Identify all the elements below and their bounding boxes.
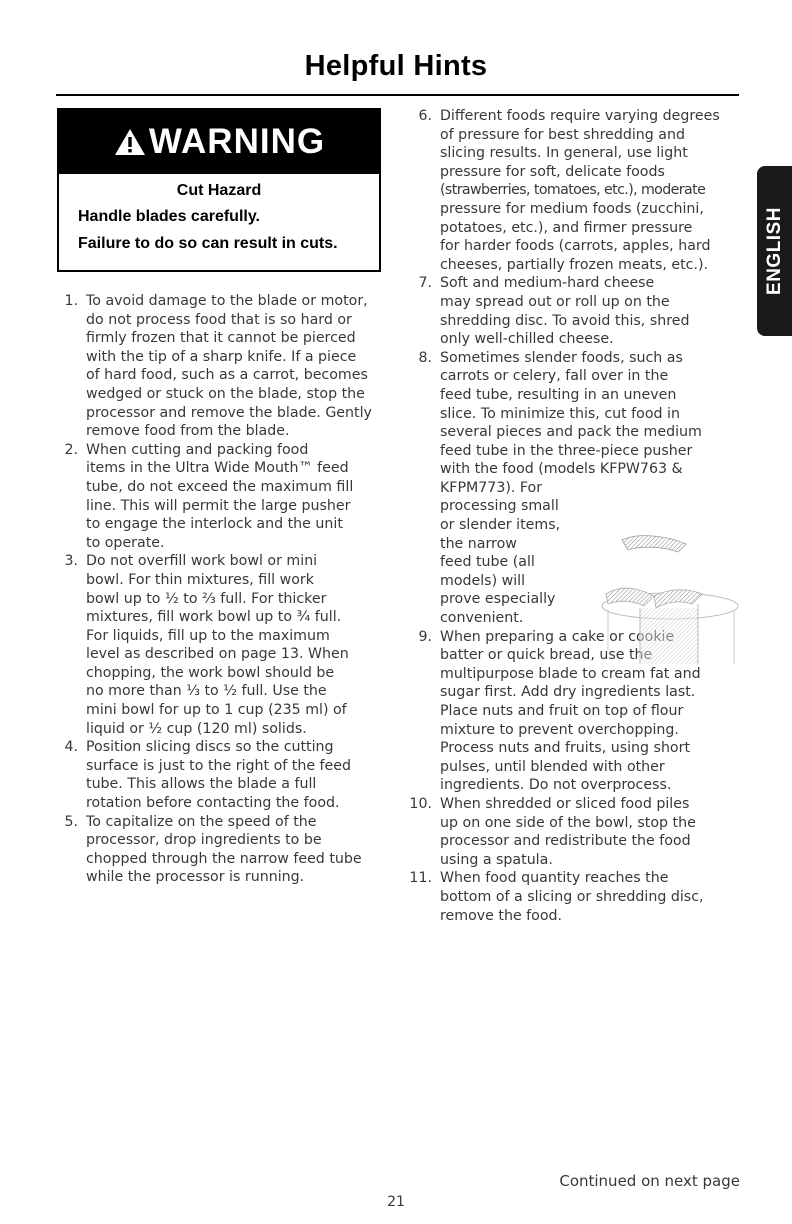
hint-item-1 — [56, 292, 386, 441]
warning-header — [59, 110, 379, 174]
hint-line: level as described on page 13. When — [86, 646, 349, 663]
hint-line: shredding disc. To avoid this, shred — [440, 312, 690, 329]
hint-line: To avoid damage to the blade or motor, — [86, 293, 368, 309]
hint-line: carrots or celery, fall over in the — [440, 368, 669, 385]
hint-line: When preparing a cake or cookie — [440, 628, 675, 645]
hint-line: potatoes, etc.), and firmer pressure — [440, 219, 693, 236]
hint-number: 1. — [64, 293, 78, 309]
hint-line: slicing results. In general, use light — [440, 145, 688, 162]
hint-item-7 — [410, 274, 740, 348]
hint-line: pressure for medium foods (zucchini, — [440, 200, 704, 217]
hint-number: 5. — [64, 813, 78, 830]
hints-column-left — [56, 292, 386, 887]
hint-line: of hard food, such as a carrot, becomes — [86, 367, 368, 384]
hint-line: the narrow — [440, 535, 517, 552]
hint-line: (strawberries, tomatoes, etc.), moderate — [440, 182, 706, 199]
feed-tube-illustration — [598, 530, 740, 664]
hint-line: while the processor is running. — [86, 869, 305, 886]
hint-line: chopped through the narrow feed tube — [86, 850, 362, 867]
page-title: Helpful Hints — [304, 50, 488, 82]
hint-line: with the food (models KFPW763 & — [440, 461, 683, 478]
hint-line: Different foods require varying degrees — [440, 108, 720, 124]
hint-line: cheeses, partially frozen meats, etc.). — [440, 256, 709, 273]
warning-triangle-icon — [113, 127, 147, 157]
hint-line: Sometimes slender foods, such as — [440, 349, 683, 366]
hint-line: To capitalize on the speed of the — [86, 813, 317, 830]
hint-line: sugar first. Add dry ingredients last. — [440, 684, 696, 701]
warning-instruction: Handle blades carefully. — [78, 208, 260, 225]
hint-line: tube. This allows the blade a full — [86, 776, 317, 793]
hint-line: When shredded or sliced food piles — [440, 795, 690, 812]
hint-line: items in the Ultra Wide Mouth™ feed — [86, 460, 349, 477]
hint-line: remove the food. — [440, 907, 563, 924]
hint-item-4 — [56, 738, 386, 812]
hint-number: 2. — [64, 441, 78, 458]
hint-line: Soft and medium-hard cheese — [440, 275, 655, 292]
hint-item-6 — [410, 107, 740, 274]
hint-line: convenient. — [440, 610, 524, 627]
hint-line: no more than ⅓ to ½ full. Use the — [86, 683, 327, 700]
hint-line: mixture to prevent overchopping. — [440, 721, 679, 738]
hint-line: slice. To minimize this, cut food in — [440, 405, 680, 422]
hint-item-11 — [410, 869, 740, 925]
hint-line: bowl up to ½ to ⅔ full. For thicker — [86, 590, 327, 607]
hint-line: processor and redistribute the food — [440, 833, 691, 850]
hint-line: feed tube (all — [440, 554, 535, 571]
hint-number: 11. — [409, 870, 432, 887]
hint-line: pressure for soft, delicate foods — [440, 163, 665, 180]
hint-line: When food quantity reaches the — [440, 870, 669, 887]
hint-line: processing small — [440, 498, 559, 515]
warning-box — [57, 108, 381, 272]
language-tab-label: ENGLISH — [763, 207, 785, 295]
warning-heading: WARNING — [148, 122, 326, 161]
hint-line: up on one side of the bowl, stop the — [440, 814, 696, 831]
hint-line: or slender items, — [440, 517, 561, 534]
hint-number: 3. — [64, 553, 78, 570]
hint-line: processor and remove the blade. Gently — [86, 404, 372, 421]
hint-line: rotation before contacting the food. — [86, 795, 340, 812]
hint-line: When cutting and packing food — [86, 441, 309, 458]
hint-line: KFPM773). For — [440, 479, 543, 496]
hint-line: mixtures, fill work bowl up to ¾ full. — [86, 609, 342, 626]
hint-line: For liquids, fill up to the maximum — [86, 627, 330, 644]
hint-number: 10. — [409, 795, 432, 812]
hint-item-3 — [56, 552, 386, 738]
hint-line: of pressure for best shredding and — [440, 126, 685, 143]
hint-line: with the tip of a sharp knife. If a piece — [86, 348, 357, 365]
hint-line: multipurpose blade to cream fat and — [440, 665, 701, 682]
hint-line: for harder foods (carrots, apples, hard — [440, 238, 711, 255]
hint-number: 6. — [418, 108, 432, 124]
hint-line: surface is just to the right of the feed — [86, 757, 352, 774]
hint-number: 4. — [64, 739, 78, 756]
hint-line: line. This will permit the large pusher — [86, 497, 351, 514]
hint-line: chopping, the work bowl should be — [86, 664, 335, 681]
hint-line: bottom of a slicing or shredding disc, — [440, 888, 704, 905]
hints-column-right — [410, 107, 740, 925]
hint-line: Place nuts and fruit on top of flour — [440, 703, 684, 719]
hint-line: firmly frozen that it cannot be pierced — [86, 330, 356, 347]
hint-line: Process nuts and fruits, using short — [440, 740, 691, 757]
hint-item-5 — [56, 813, 386, 887]
hint-line: prove especially — [440, 591, 556, 608]
page-number: 21 — [387, 1194, 405, 1210]
hint-line: may spread out or roll up on the — [440, 293, 670, 310]
hint-line: tube, do not exceed the maximum fill — [86, 478, 354, 495]
hint-line: bowl. For thin mixtures, fill work — [86, 571, 314, 588]
hint-line: batter or quick bread, use the — [440, 647, 653, 664]
hint-line: Do not overfill work bowl or mini — [86, 553, 318, 570]
hint-line: Position slicing discs so the cutting — [86, 739, 334, 756]
hint-line: to operate. — [86, 534, 165, 551]
title-divider — [56, 94, 739, 96]
hint-number: 8. — [418, 349, 432, 366]
hint-line: only well-chilled cheese. — [440, 331, 614, 348]
hint-line: feed tube, resulting in an uneven — [440, 386, 677, 403]
language-tab — [757, 166, 792, 336]
continued-note: Continued on next page — [559, 1172, 740, 1190]
hint-line: ingredients. Do not overprocess. — [440, 777, 672, 794]
warning-consequence: Failure to do so can result in cuts. — [78, 235, 338, 252]
hint-line: using a spatula. — [440, 851, 553, 868]
hint-line: feed tube in the three-piece pusher — [440, 442, 693, 459]
hint-number: 9. — [418, 628, 432, 645]
hint-line: processor, drop ingredients to be — [86, 832, 322, 849]
hint-line: remove food from the blade. — [86, 423, 290, 440]
hint-line: models) will — [440, 572, 526, 589]
hint-number: 7. — [418, 275, 432, 292]
hint-item-2 — [56, 441, 386, 553]
hint-line: wedged or stuck on the blade, stop the — [86, 385, 365, 402]
hint-line: several pieces and pack the medium — [440, 424, 702, 441]
hint-line: pulses, until blended with other — [440, 758, 665, 775]
hint-line: do not process food that is so hard or — [86, 311, 352, 328]
hint-line: mini bowl for up to 1 cup (235 ml) of — [86, 702, 347, 719]
hint-line: liquid or ½ cup (120 ml) solids. — [86, 720, 307, 737]
hint-line: to engage the interlock and the unit — [86, 516, 343, 533]
warning-subtitle: Cut Hazard — [176, 182, 262, 199]
hint-item-10 — [410, 795, 740, 869]
